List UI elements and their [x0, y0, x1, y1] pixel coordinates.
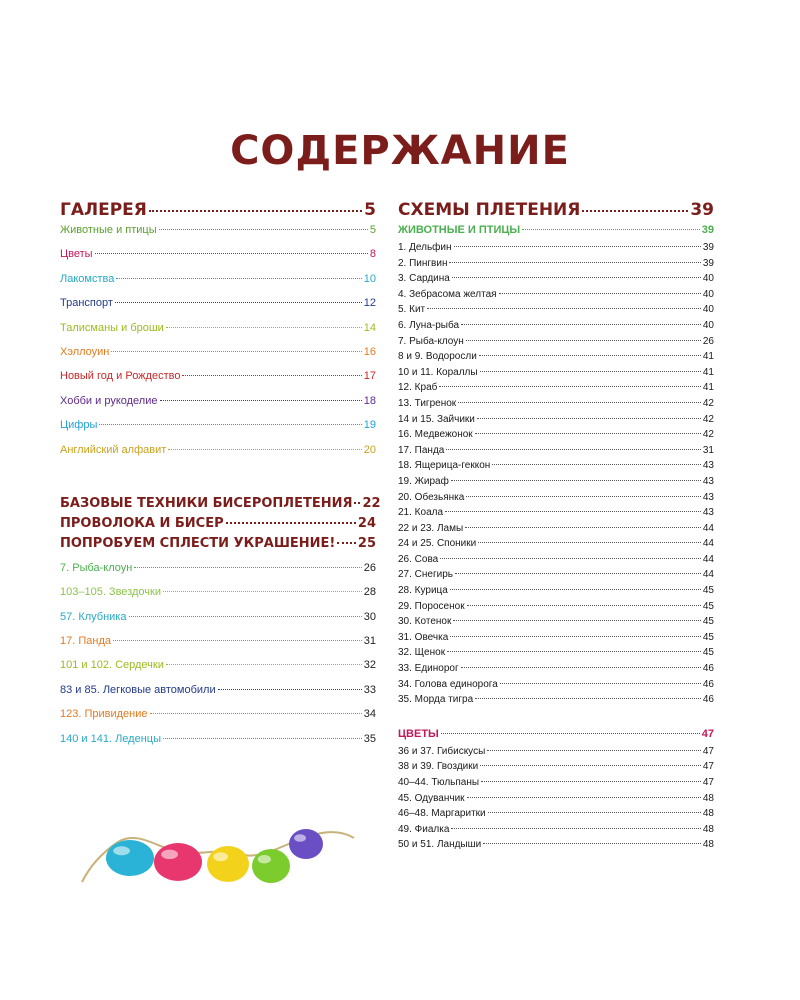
animal-scheme-item-page: 43 — [702, 507, 714, 519]
dot-leader — [466, 496, 701, 497]
animal-scheme-item-page: 44 — [702, 569, 714, 581]
animal-scheme-item-label: 5. Кит — [398, 304, 426, 316]
dot-leader — [477, 418, 701, 419]
beads-illustration — [78, 800, 358, 890]
dot-leader — [449, 262, 700, 263]
project-item[interactable] — [60, 586, 376, 610]
animal-scheme-item-page: 43 — [702, 475, 714, 487]
bead — [207, 846, 249, 882]
dot-leader — [226, 522, 356, 524]
animal-scheme-item[interactable] — [398, 492, 714, 508]
project-item-page: 33 — [363, 683, 376, 696]
dot-leader — [439, 386, 701, 387]
schemes-heading-page: 39 — [690, 200, 714, 220]
flower-scheme-item[interactable] — [398, 808, 714, 824]
gallery-item[interactable] — [60, 370, 376, 394]
dot-leader — [466, 340, 701, 341]
gallery-item-label: Талисманы и броши — [60, 321, 164, 334]
animal-scheme-item-label: 21. Коала — [398, 507, 444, 519]
gallery-list — [60, 224, 376, 468]
animal-scheme-item-page: 41 — [702, 366, 714, 378]
gallery-item-label: Транспорт — [60, 297, 113, 310]
gallery-item-page: 14 — [363, 321, 376, 334]
project-item-label: 17. Панда — [60, 635, 111, 648]
animal-scheme-item-page: 42 — [702, 397, 714, 409]
dot-leader — [480, 371, 701, 372]
dot-leader — [467, 605, 701, 606]
dot-leader — [149, 210, 362, 212]
animal-scheme-item-label: 8 и 9. Водоросли — [398, 351, 477, 363]
gallery-heading[interactable] — [60, 200, 376, 224]
dot-leader — [451, 480, 701, 481]
gallery-item-label: Хобби и рукоделие — [60, 394, 158, 407]
gallery-item[interactable] — [60, 297, 376, 321]
schemes-heading[interactable] — [398, 200, 714, 224]
animal-scheme-item-label: 19. Жираф — [398, 475, 449, 487]
dot-leader — [478, 542, 701, 543]
flower-scheme-item-label: 45. Одуванчик — [398, 792, 465, 804]
animal-scheme-item-label: 2. Пингвин — [398, 257, 448, 269]
animal-scheme-item-page: 31 — [702, 444, 714, 456]
basics-item[interactable] — [60, 516, 376, 536]
animal-scheme-item[interactable] — [398, 336, 714, 352]
animal-scheme-item[interactable] — [398, 601, 714, 617]
animal-scheme-item-page: 44 — [702, 522, 714, 534]
animal-scheme-item-label: 22 и 23. Ламы — [398, 522, 464, 534]
animal-scheme-item[interactable] — [398, 445, 714, 461]
flower-scheme-item[interactable] — [398, 777, 714, 793]
dot-leader — [134, 567, 361, 568]
gallery-heading-page: 5 — [364, 200, 376, 220]
dot-leader — [522, 229, 700, 230]
animals-list — [398, 242, 714, 710]
flower-scheme-item[interactable] — [398, 839, 714, 855]
dot-leader — [487, 750, 701, 751]
project-item-page: 26 — [363, 561, 376, 574]
animal-scheme-item-label: 14 и 15. Зайчики — [398, 413, 475, 425]
project-item-label: 123. Привидение — [60, 708, 148, 721]
dot-leader — [115, 302, 362, 303]
flower-scheme-item-page: 47 — [702, 745, 714, 757]
animal-scheme-item[interactable] — [398, 632, 714, 648]
project-item-page: 31 — [363, 635, 376, 648]
animal-scheme-item-label: 35. Морда тигра — [398, 694, 474, 706]
dot-leader — [475, 433, 701, 434]
dot-leader — [95, 253, 368, 254]
bead — [289, 829, 323, 859]
animal-scheme-item[interactable] — [398, 242, 714, 258]
bead-highlight — [113, 846, 130, 855]
flowers-section-label: ЦВЕТЫ — [398, 727, 439, 740]
dot-leader — [163, 591, 362, 592]
dot-leader — [461, 324, 701, 325]
dot-leader — [447, 651, 701, 652]
project-item-label: 103–105. Звездочки — [60, 586, 161, 599]
gallery-item-label: Животные и птицы — [60, 224, 157, 236]
animal-scheme-item-label: 13. Тигренок — [398, 397, 457, 409]
gallery-heading-label: ГАЛЕРЕЯ — [60, 200, 147, 220]
schemes-heading-label: СХЕМЫ ПЛЕТЕНИЯ — [398, 200, 581, 220]
dot-leader — [481, 781, 701, 782]
bead — [252, 849, 290, 883]
dot-leader — [499, 293, 701, 294]
animal-scheme-item[interactable] — [398, 367, 714, 383]
dot-leader — [453, 620, 701, 621]
gallery-item[interactable] — [60, 273, 376, 297]
animals-section-label: ЖИВОТНЫЕ И ПТИЦЫ — [398, 224, 521, 236]
animal-scheme-item[interactable] — [398, 538, 714, 554]
basics-item-label: ПОПРОБУЕМ СПЛЕСТИ УКРАШЕНИЕ! — [60, 535, 336, 551]
bead — [154, 843, 202, 881]
right-column — [398, 200, 714, 855]
gallery-item-page: 19 — [363, 419, 376, 432]
animal-scheme-item[interactable] — [398, 320, 714, 336]
animal-scheme-item[interactable] — [398, 554, 714, 570]
animal-scheme-item-label: 34. Голова единорога — [398, 678, 498, 690]
gallery-item-page: 10 — [363, 272, 376, 285]
project-item-label: 57. Клубника — [60, 610, 127, 623]
animal-scheme-item-label: 20. Обезьянка — [398, 491, 465, 503]
animal-scheme-item-page: 45 — [702, 616, 714, 628]
animal-scheme-item-page: 40 — [702, 273, 714, 285]
animal-scheme-item-label: 29. Поросенок — [398, 600, 465, 612]
gallery-item-label: Новый год и Рождество — [60, 370, 181, 383]
dot-leader — [483, 843, 701, 844]
animal-scheme-item-label: 16. Медвежонок — [398, 429, 473, 441]
animal-scheme-item[interactable] — [398, 258, 714, 274]
dot-leader — [168, 449, 361, 450]
bead-highlight — [258, 855, 271, 864]
dot-leader — [129, 616, 362, 617]
animal-scheme-item[interactable] — [398, 414, 714, 430]
gallery-item[interactable] — [60, 444, 376, 468]
project-item-label: 140 и 141. Леденцы — [60, 732, 161, 745]
animals-section-page: 39 — [701, 224, 714, 236]
gallery-item-page: 18 — [363, 394, 376, 407]
flower-scheme-item-label: 49. Фиалка — [398, 823, 450, 835]
gallery-item-label: Цветы — [60, 248, 93, 261]
animal-scheme-item-page: 26 — [702, 335, 714, 347]
basics-item-page: 22 — [362, 495, 381, 511]
dot-leader — [479, 355, 701, 356]
gallery-item-page: 17 — [363, 370, 376, 383]
animal-scheme-item[interactable] — [398, 507, 714, 523]
basics-item-label: ПРОВОЛОКА И БИСЕР — [60, 515, 224, 531]
animal-scheme-item[interactable] — [398, 429, 714, 445]
animal-scheme-item[interactable] — [398, 476, 714, 492]
dot-leader — [500, 683, 701, 684]
animal-scheme-item-page: 43 — [702, 491, 714, 503]
animal-scheme-item-label: 27. Снегирь — [398, 569, 453, 581]
animal-scheme-item[interactable] — [398, 523, 714, 539]
animal-scheme-item[interactable] — [398, 569, 714, 585]
flowers-section-heading[interactable] — [398, 728, 714, 746]
project-item[interactable] — [60, 562, 376, 586]
animal-scheme-item-label: 26. Сова — [398, 553, 439, 565]
gallery-item[interactable] — [60, 248, 376, 272]
animal-scheme-item[interactable] — [398, 289, 714, 305]
animal-scheme-item-label: 33. Единорог — [398, 663, 459, 675]
flower-scheme-item-page: 48 — [702, 808, 714, 820]
flower-scheme-item[interactable] — [398, 761, 714, 777]
bead-group — [106, 829, 323, 883]
dot-leader — [160, 400, 362, 401]
flowers-list — [398, 746, 714, 855]
bead-highlight — [161, 850, 178, 860]
dot-leader — [99, 424, 361, 425]
flower-scheme-item-page: 47 — [702, 777, 714, 788]
flower-scheme-item-page: 48 — [702, 823, 714, 835]
animal-scheme-item[interactable] — [398, 616, 714, 632]
animal-scheme-item-page: 44 — [702, 553, 714, 565]
flower-scheme-item[interactable] — [398, 824, 714, 840]
animal-scheme-item-page: 41 — [702, 382, 714, 394]
project-item-label: 83 и 85. Легковые автомобили — [60, 683, 216, 696]
bead — [106, 840, 154, 876]
dot-leader — [218, 689, 362, 690]
animal-scheme-item-page: 40 — [702, 319, 714, 331]
animal-scheme-item-page: 40 — [702, 288, 714, 300]
dot-leader — [452, 277, 701, 278]
animal-scheme-item-label: 24 и 25. Споники — [398, 538, 477, 550]
dot-leader — [150, 713, 362, 714]
basics-item-label: БАЗОВЫЕ ТЕХНИКИ БИСЕРОПЛЕТЕНИЯ — [60, 495, 353, 511]
animal-scheme-item[interactable] — [398, 663, 714, 679]
animals-section-heading[interactable] — [398, 224, 714, 242]
dot-leader — [354, 502, 360, 504]
basics-list — [60, 495, 381, 556]
animal-scheme-item-page: 46 — [702, 663, 714, 675]
gallery-item-label: Лакомства — [60, 272, 115, 285]
dot-leader — [116, 278, 361, 279]
dot-leader — [337, 542, 356, 544]
animal-scheme-item-page: 45 — [702, 647, 714, 659]
animal-scheme-item-label: 32. Щенок — [398, 647, 446, 659]
project-item[interactable] — [60, 708, 376, 732]
animal-scheme-item[interactable] — [398, 398, 714, 414]
animal-scheme-item-page: 45 — [702, 600, 714, 612]
bead-highlight — [294, 834, 306, 842]
left-column — [60, 200, 381, 757]
project-item[interactable] — [60, 611, 376, 635]
animal-scheme-item-label: 28. Курица — [398, 585, 448, 597]
spacer — [398, 710, 714, 728]
dot-leader — [445, 511, 701, 512]
project-item[interactable] — [60, 684, 376, 708]
dot-leader — [446, 449, 701, 450]
animal-scheme-item[interactable] — [398, 694, 714, 710]
basics-item-page: 25 — [357, 535, 376, 551]
project-item-page: 30 — [363, 610, 376, 623]
dot-leader — [440, 558, 701, 559]
gallery-item[interactable] — [60, 322, 376, 346]
animal-scheme-item[interactable] — [398, 585, 714, 601]
animal-scheme-item-page: 41 — [702, 351, 714, 363]
dot-leader — [488, 812, 701, 813]
animal-scheme-item-page: 40 — [702, 304, 714, 316]
gallery-item-page: 12 — [363, 297, 376, 310]
project-item[interactable] — [60, 733, 376, 757]
dot-leader — [480, 765, 701, 766]
gallery-item[interactable] — [60, 346, 376, 370]
animal-scheme-item-page: 43 — [702, 460, 714, 472]
gallery-item-label: Цифры — [60, 419, 98, 432]
animal-scheme-item[interactable] — [398, 679, 714, 695]
animal-scheme-item-label: 18. Ящерица-геккон — [398, 460, 491, 472]
gallery-item-label: Английский алфавит — [60, 443, 167, 456]
animal-scheme-item-label: 31. Овечка — [398, 631, 449, 643]
project-item[interactable] — [60, 635, 376, 659]
dot-leader — [458, 402, 701, 403]
page-title: СОДЕРЖАНИЕ — [230, 128, 570, 174]
animal-scheme-item-label: 6. Луна-рыба — [398, 319, 460, 331]
animal-scheme-item[interactable] — [398, 647, 714, 663]
dot-leader — [451, 828, 700, 829]
animal-scheme-item-label: 4. Зебрасома желтая — [398, 288, 497, 300]
basics-item-page: 24 — [357, 515, 376, 531]
dot-leader — [159, 229, 368, 230]
dot-leader — [450, 636, 701, 637]
dot-leader — [492, 464, 701, 465]
flowers-section-page: 47 — [701, 727, 714, 740]
gallery-item-page: 5 — [369, 224, 376, 236]
animal-scheme-item-page: 46 — [702, 678, 714, 690]
dot-leader — [455, 573, 701, 574]
animal-scheme-item-page: 39 — [702, 257, 714, 269]
flower-scheme-item-label: 38 и 39. Гвоздики — [398, 761, 479, 773]
animal-scheme-item[interactable] — [398, 382, 714, 398]
project-item-label: 7. Рыба-клоун — [60, 561, 133, 574]
dot-leader — [475, 698, 701, 699]
gallery-item-label: Хэллоуин — [60, 345, 110, 358]
project-item-page: 32 — [363, 659, 376, 672]
animal-scheme-item-page: 45 — [702, 585, 714, 597]
gallery-item[interactable] — [60, 419, 376, 443]
flower-scheme-item[interactable] — [398, 746, 714, 762]
flower-scheme-item-page: 48 — [702, 839, 714, 851]
project-item-page: 35 — [363, 732, 376, 745]
basics-item[interactable] — [60, 495, 381, 516]
animal-scheme-item-page: 42 — [702, 413, 714, 425]
dot-leader — [582, 210, 688, 212]
dot-leader — [166, 327, 362, 328]
bead-highlight — [213, 852, 228, 861]
dot-leader — [166, 664, 362, 665]
project-item-page: 34 — [363, 708, 376, 721]
gallery-item[interactable] — [60, 224, 376, 248]
gallery-item-page: 20 — [363, 443, 376, 456]
spacer — [60, 468, 376, 496]
animal-scheme-item-page: 44 — [702, 538, 714, 550]
gallery-item-page: 8 — [369, 248, 376, 261]
dot-leader — [465, 527, 701, 528]
animal-scheme-item-label: 12. Краб — [398, 382, 438, 394]
dot-leader — [163, 738, 362, 739]
flower-scheme-item-page: 47 — [702, 761, 714, 773]
dot-leader — [182, 375, 361, 376]
gallery-item-page: 16 — [363, 345, 376, 358]
dot-leader — [454, 246, 701, 247]
animal-scheme-item[interactable] — [398, 273, 714, 289]
animal-scheme-item[interactable] — [398, 351, 714, 367]
animal-scheme-item-label: 10 и 11. Кораллы — [398, 366, 478, 378]
animal-scheme-item[interactable] — [398, 304, 714, 320]
animal-scheme-item-page: 46 — [702, 694, 714, 706]
flower-scheme-item-label: 40–44. Тюльпаны — [398, 777, 480, 788]
animal-scheme-item-label: 3. Сардина — [398, 273, 450, 285]
dot-leader — [427, 308, 701, 309]
dot-leader — [461, 667, 701, 668]
dot-leader — [113, 640, 362, 641]
dot-leader — [450, 589, 701, 590]
animal-scheme-item-page: 45 — [702, 631, 714, 643]
flower-scheme-item-label: 46–48. Маргаритки — [398, 808, 486, 820]
dot-leader — [441, 733, 700, 734]
dot-leader — [467, 797, 701, 798]
project-item-label: 101 и 102. Сердечки — [60, 659, 164, 672]
animal-scheme-item-label: 7. Рыба-клоун — [398, 335, 464, 347]
flower-scheme-item-label: 50 и 51. Ландыши — [398, 839, 482, 851]
flower-scheme-item-page: 48 — [702, 792, 714, 804]
project-item-page: 28 — [363, 586, 376, 599]
dot-leader — [111, 351, 361, 352]
flower-scheme-item-label: 36 и 37. Гибискусы — [398, 745, 486, 757]
basics-item[interactable] — [60, 536, 376, 556]
project-item[interactable] — [60, 659, 376, 683]
animal-scheme-item-label: 1. Дельфин — [398, 242, 452, 253]
animal-scheme-item-page: 39 — [702, 242, 714, 253]
animal-scheme-item-label: 30. Котенок — [398, 616, 452, 628]
gallery-item[interactable] — [60, 395, 376, 419]
animal-scheme-item-page: 42 — [702, 429, 714, 441]
animal-scheme-item[interactable] — [398, 460, 714, 476]
projects-list — [60, 562, 376, 757]
flower-scheme-item[interactable] — [398, 793, 714, 809]
animal-scheme-item-label: 17. Панда — [398, 444, 445, 456]
